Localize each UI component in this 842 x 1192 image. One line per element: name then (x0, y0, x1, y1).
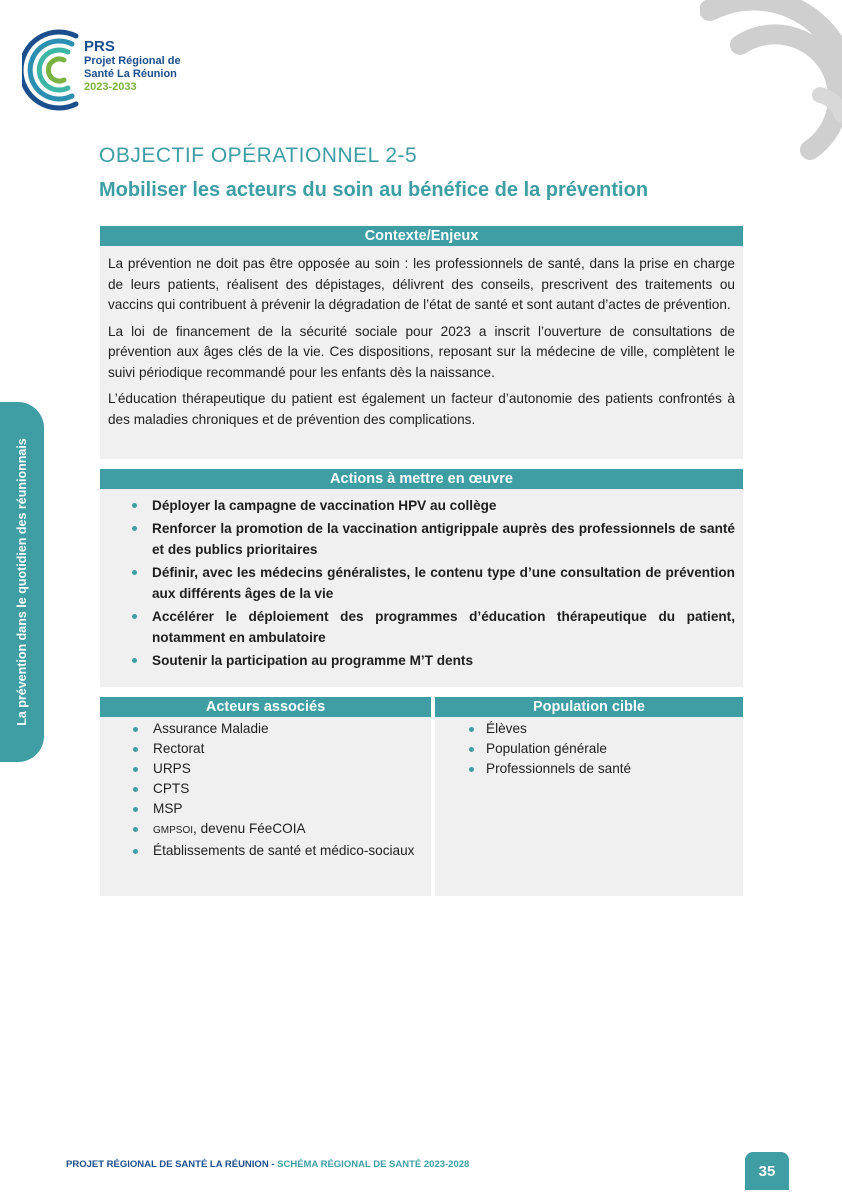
bullet-icon (132, 658, 137, 663)
acteur-text: Rectorat (153, 741, 205, 756)
page-number: 35 (745, 1152, 789, 1190)
acteur-text: URPS (153, 761, 191, 776)
contexte-paragraph: La loi de financement de la sécurité sociale pour 2023 a inscrit l’ouverture de consultations de prévention aux âges clés de la vie. Ces dispositions, reposant sur la médecine de ville, complètent le suivi périodique recommandé pour les enfants dès la naissance. (108, 323, 735, 380)
footer-schema: SCHÉMA RÉGIONAL DE SANTÉ 2023-2028 (277, 1159, 470, 1170)
side-tab-label: La prévention dans le quotidien des réunionnais (15, 438, 29, 726)
prs-logo-icon (22, 28, 82, 112)
acteur-text: CPTS (153, 781, 190, 796)
population-item (443, 739, 735, 759)
acteur-item (108, 799, 425, 819)
contexte-box (100, 226, 743, 459)
logo-line2: Santé La Réunion (84, 68, 177, 80)
logo-name: PRS (84, 38, 115, 55)
action-text: Accélérer le déploiement des programmes d’éducation thérapeutique du patient, notamment en ambulatoire (152, 609, 735, 645)
acteur-item (108, 719, 425, 739)
bullet-icon (132, 570, 137, 575)
bullet-icon (133, 849, 138, 854)
bullet-icon (132, 614, 137, 619)
population-text: Population générale (486, 741, 607, 756)
action-item (108, 562, 735, 604)
logo-years: 2023-2033 (84, 81, 137, 93)
population-text: Élèves (486, 721, 527, 736)
acteur-text: , devenu FéeCOIA (193, 821, 306, 836)
bullet-icon (133, 727, 138, 732)
logo-line1: Projet Régional de (84, 55, 181, 67)
action-item (108, 495, 735, 516)
contexte-paragraph: L’éducation thérapeutique du patient est également un facteur d’autonomie des patients confrontés à des maladies chroniques et de prévention des complications. (108, 391, 735, 427)
population-item (443, 719, 735, 739)
contexte-body (100, 246, 743, 459)
decorative-swirl-icon (700, 0, 842, 160)
action-text: Soutenir la participation au programme M’T dents (152, 653, 474, 668)
actions-box (100, 469, 743, 687)
acteurs-list (108, 719, 425, 861)
bullet-icon (133, 767, 138, 772)
acteur-item (108, 819, 425, 841)
bullet-icon (133, 807, 138, 812)
population-item (443, 759, 735, 779)
objective-label: OBJECTIF OPÉRATIONNEL 2-5 (99, 144, 418, 167)
bullet-icon (469, 727, 474, 732)
action-text: Renforcer la promotion de la vaccination antigrippale auprès des professionnels de santé et des publics prioritaires (152, 521, 735, 557)
population-header: Population cible (435, 697, 743, 717)
bullet-icon (133, 787, 138, 792)
acteur-item (108, 841, 425, 861)
actions-list (108, 495, 735, 671)
footer-project: PROJET RÉGIONAL DE SANTÉ LA RÉUNION - (66, 1159, 278, 1170)
acteur-abbr: GMPSOI (153, 825, 194, 836)
acteur-item (108, 779, 425, 799)
acteur-text: Établissements de santé et médico-sociaux (153, 843, 415, 858)
prs-logo (22, 28, 212, 112)
acteurs-header: Acteurs associés (100, 697, 431, 717)
action-text: Déployer la campagne de vaccination HPV au collège (152, 498, 497, 513)
population-box (435, 697, 743, 896)
bullet-icon (469, 767, 474, 772)
action-item (108, 518, 735, 560)
acteurs-box (100, 697, 431, 896)
acteur-item (108, 759, 425, 779)
action-item (108, 606, 735, 648)
action-item (108, 650, 735, 671)
population-body (435, 717, 743, 896)
bullet-icon (469, 747, 474, 752)
footer (66, 1159, 469, 1170)
population-text: Professionnels de santé (486, 761, 632, 776)
actions-header: Actions à mettre en œuvre (100, 469, 743, 489)
contexte-header: Contexte/Enjeux (100, 226, 743, 246)
action-text: Définir, avec les médecins généralistes, le contenu type d’une consultation de prévention aux différents âges de la vie (152, 565, 735, 601)
acteurs-body (100, 717, 431, 896)
actions-body (100, 489, 743, 687)
objective-title: Mobiliser les acteurs du soin au bénéfice de la prévention (99, 179, 649, 201)
acteur-text: Assurance Maladie (153, 721, 269, 736)
bullet-icon (133, 827, 138, 832)
bullet-icon (133, 747, 138, 752)
population-list (443, 719, 735, 779)
bullet-icon (132, 503, 137, 508)
contexte-paragraph: La prévention ne doit pas être opposée au soin : les professionnels de santé, dans la prise en charge de leurs patients, réalisent des dépistages, délivrent des conseils, prescrivent des traitements ou vaccins qui contribuent à prévenir la dégradation de l’état de santé et sont autant d’actes de prévention. (108, 256, 735, 312)
acteur-text: MSP (153, 801, 183, 816)
acteur-item (108, 739, 425, 759)
bullet-icon (132, 526, 137, 531)
